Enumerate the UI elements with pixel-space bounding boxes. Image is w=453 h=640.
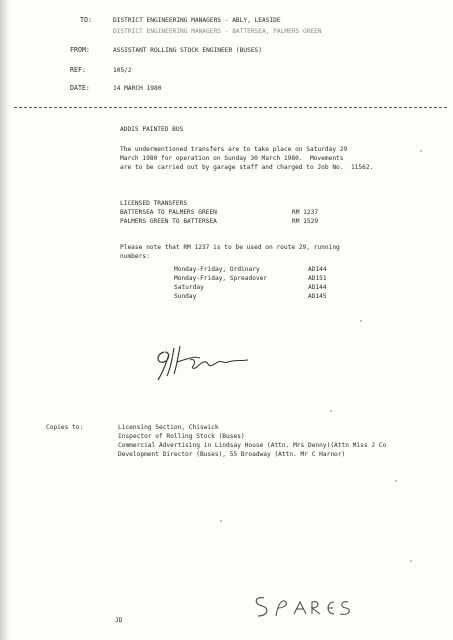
from-value: ASSISTANT ROLLING STOCK ENGINEER (BUSES)	[113, 47, 263, 54]
para1-line3: are to be carried out by garage staff and charged to Job No. 11562.	[120, 164, 374, 171]
running-number: AD151	[308, 275, 327, 282]
running-number: AD144	[308, 284, 327, 291]
transfer-bus: RM 1529	[292, 218, 319, 225]
scan-edge-shadow	[0, 0, 10, 640]
to-label: TO:	[80, 16, 92, 24]
transfer-route: BATTERSEA TO PALMERS GREEN	[120, 209, 217, 216]
transfer-bus: RM 1237	[292, 209, 319, 216]
para1-line2: March 1980 for operation on Sunday 30 March 1980. Movements	[120, 155, 344, 162]
copies-line: Inspector of Rolling Stock (Buses)	[118, 433, 245, 440]
transfer-route: PALMERS GREEN TO BATTERSEA	[120, 218, 217, 225]
handwritten-signature	[150, 340, 260, 385]
handwritten-scrawl	[250, 590, 370, 625]
running-day: Sunday	[174, 293, 197, 300]
running-day: Saturday	[174, 284, 204, 291]
typist-initials: JD	[115, 617, 123, 624]
date-label: DATE:	[70, 84, 90, 92]
header-divider	[14, 107, 447, 108]
copies-line: Licensing Section, Chiswick	[118, 424, 219, 431]
date-value: 14 MARCH 1980	[113, 85, 162, 92]
copies-label: Copies to:	[46, 424, 84, 431]
para2-line2: numbers:	[120, 253, 150, 260]
scan-speck	[220, 520, 222, 522]
running-day: Monday-Friday, Spreadover	[174, 275, 268, 282]
transfers-heading: LICENSED TRANSFERS	[120, 200, 188, 207]
to-line-1: DISTRICT ENGINEERING MANAGERS - ABLY, LEASIDE	[113, 17, 281, 24]
from-label: FROM:	[70, 46, 90, 54]
running-number: AD144	[308, 266, 327, 273]
memo-title: ADDIS PAINTED BUS	[120, 126, 184, 133]
ref-value: 105/2	[113, 67, 132, 74]
scan-speck	[410, 560, 412, 562]
to-line-2: DISTRICT ENGINEERING MANAGERS - BATTERSEA, PALMERS GREEN	[113, 28, 322, 35]
para2-line1: Please note that RM 1237 is to be used on route 29, running	[120, 244, 340, 251]
scan-speck	[330, 410, 332, 412]
copies-line: Commercial Advertising in Lindsay House (Attn. Mrs Denny)(Attn Miss J Co	[118, 442, 387, 449]
copies-line: Development Director (Buses), 55 Broadway (Attn. Mr C Harnor)	[118, 451, 346, 458]
scan-speck	[360, 320, 362, 322]
scan-speck	[395, 480, 397, 482]
running-number: AD145	[308, 293, 327, 300]
para1-line1: The undermentioned transfers are to take place on Saturday 29	[120, 146, 348, 153]
running-day: Monday-Friday, Ordinary	[174, 266, 260, 273]
ref-label: REF:	[70, 66, 86, 74]
scan-speck	[420, 150, 422, 152]
